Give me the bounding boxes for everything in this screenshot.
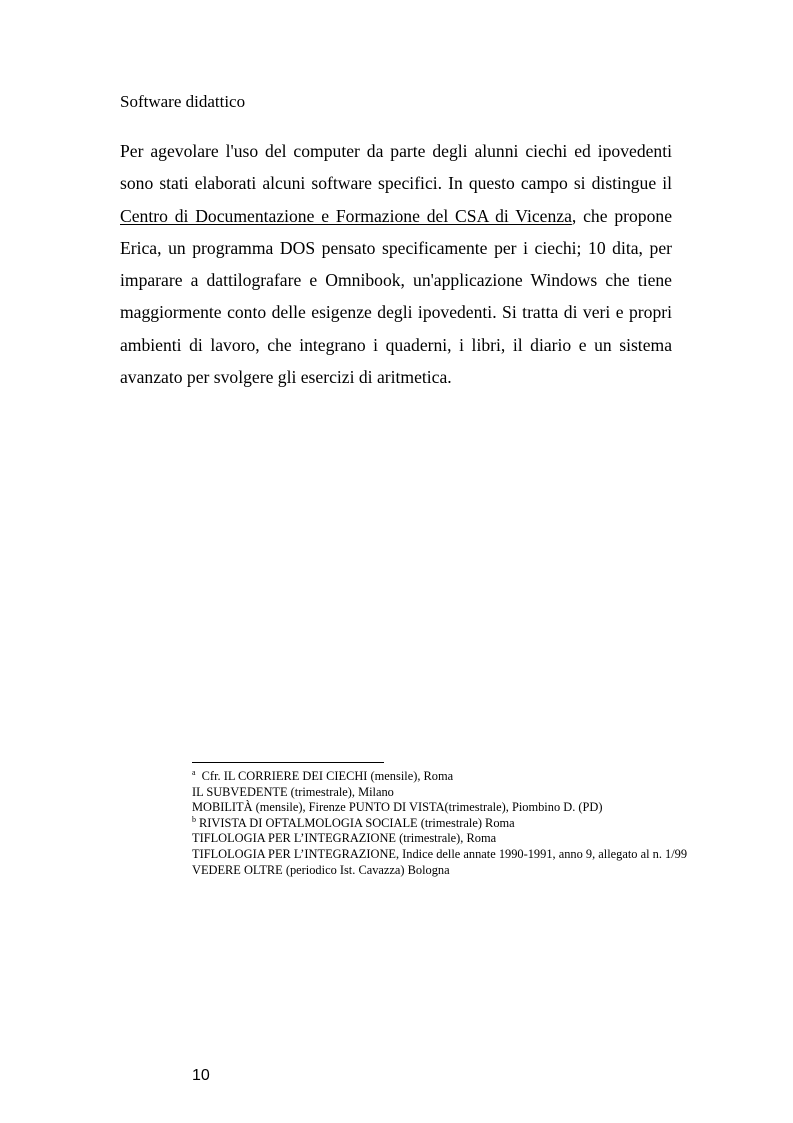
paragraph-text-after-link: , che propone Erica, un programma DOS pensato specificamente per i ciechi; 10 dita, per imparare a dattilografare e Omnibook, un'applicazione Windows che tiene maggiormente conto delle esigenze degli ipovedenti. Si tratta di veri e propri ambienti di lavoro, che integrano i quaderni, i libri, il diario e un sistema avanzato per svolgere gli esercizi di aritmetica.: [120, 205, 673, 388]
footnote-a-marker: a: [192, 768, 196, 777]
body-paragraph: [120, 135, 672, 393]
footnotes: [192, 769, 702, 878]
csa-vicenza-link[interactable]: Centro di Documentazione e Formazione del CSA di Vicenza: [120, 205, 572, 226]
footnote-line: VEDERE OLTRE (periodico Ist. Cavazza) Bologna: [192, 862, 450, 877]
footnote-a-text: Cfr. IL CORRIERE DEI CIECHI (mensile), Roma: [201, 769, 454, 783]
footnote-line: TIFLOLOGIA PER L’INTEGRAZIONE (trimestrale), Roma: [192, 831, 497, 846]
footnote-b-marker: b: [192, 814, 196, 824]
footnote-line: MOBILITÀ (mensile), Firenze PUNTO DI VISTA(trimestrale), Piombino D. (PD): [192, 800, 603, 815]
paragraph-text-before-link: Per agevolare l'uso del computer da parte degli alunni ciechi ed ipovedenti sono stati elaborati alcuni software specifici. In questo campo si distingue il: [120, 141, 672, 194]
footnote-line: IL SUBVEDENTE (trimestrale), Milano: [192, 784, 394, 799]
page-number: 10: [192, 1067, 210, 1084]
footnote-b-text: RIVISTA DI OFTALMOLOGIA SOCIALE (trimestrale) Roma: [199, 815, 515, 830]
footnote-b: [192, 816, 702, 832]
footnote-separator: [192, 762, 384, 763]
footnote-a: [192, 769, 702, 785]
section-heading: Software didattico: [120, 92, 246, 111]
footnote-line: TIFLOLOGIA PER L’INTEGRAZIONE, Indice delle annate 1990-1991, anno 9, allegato al n. 1/99: [192, 846, 688, 861]
